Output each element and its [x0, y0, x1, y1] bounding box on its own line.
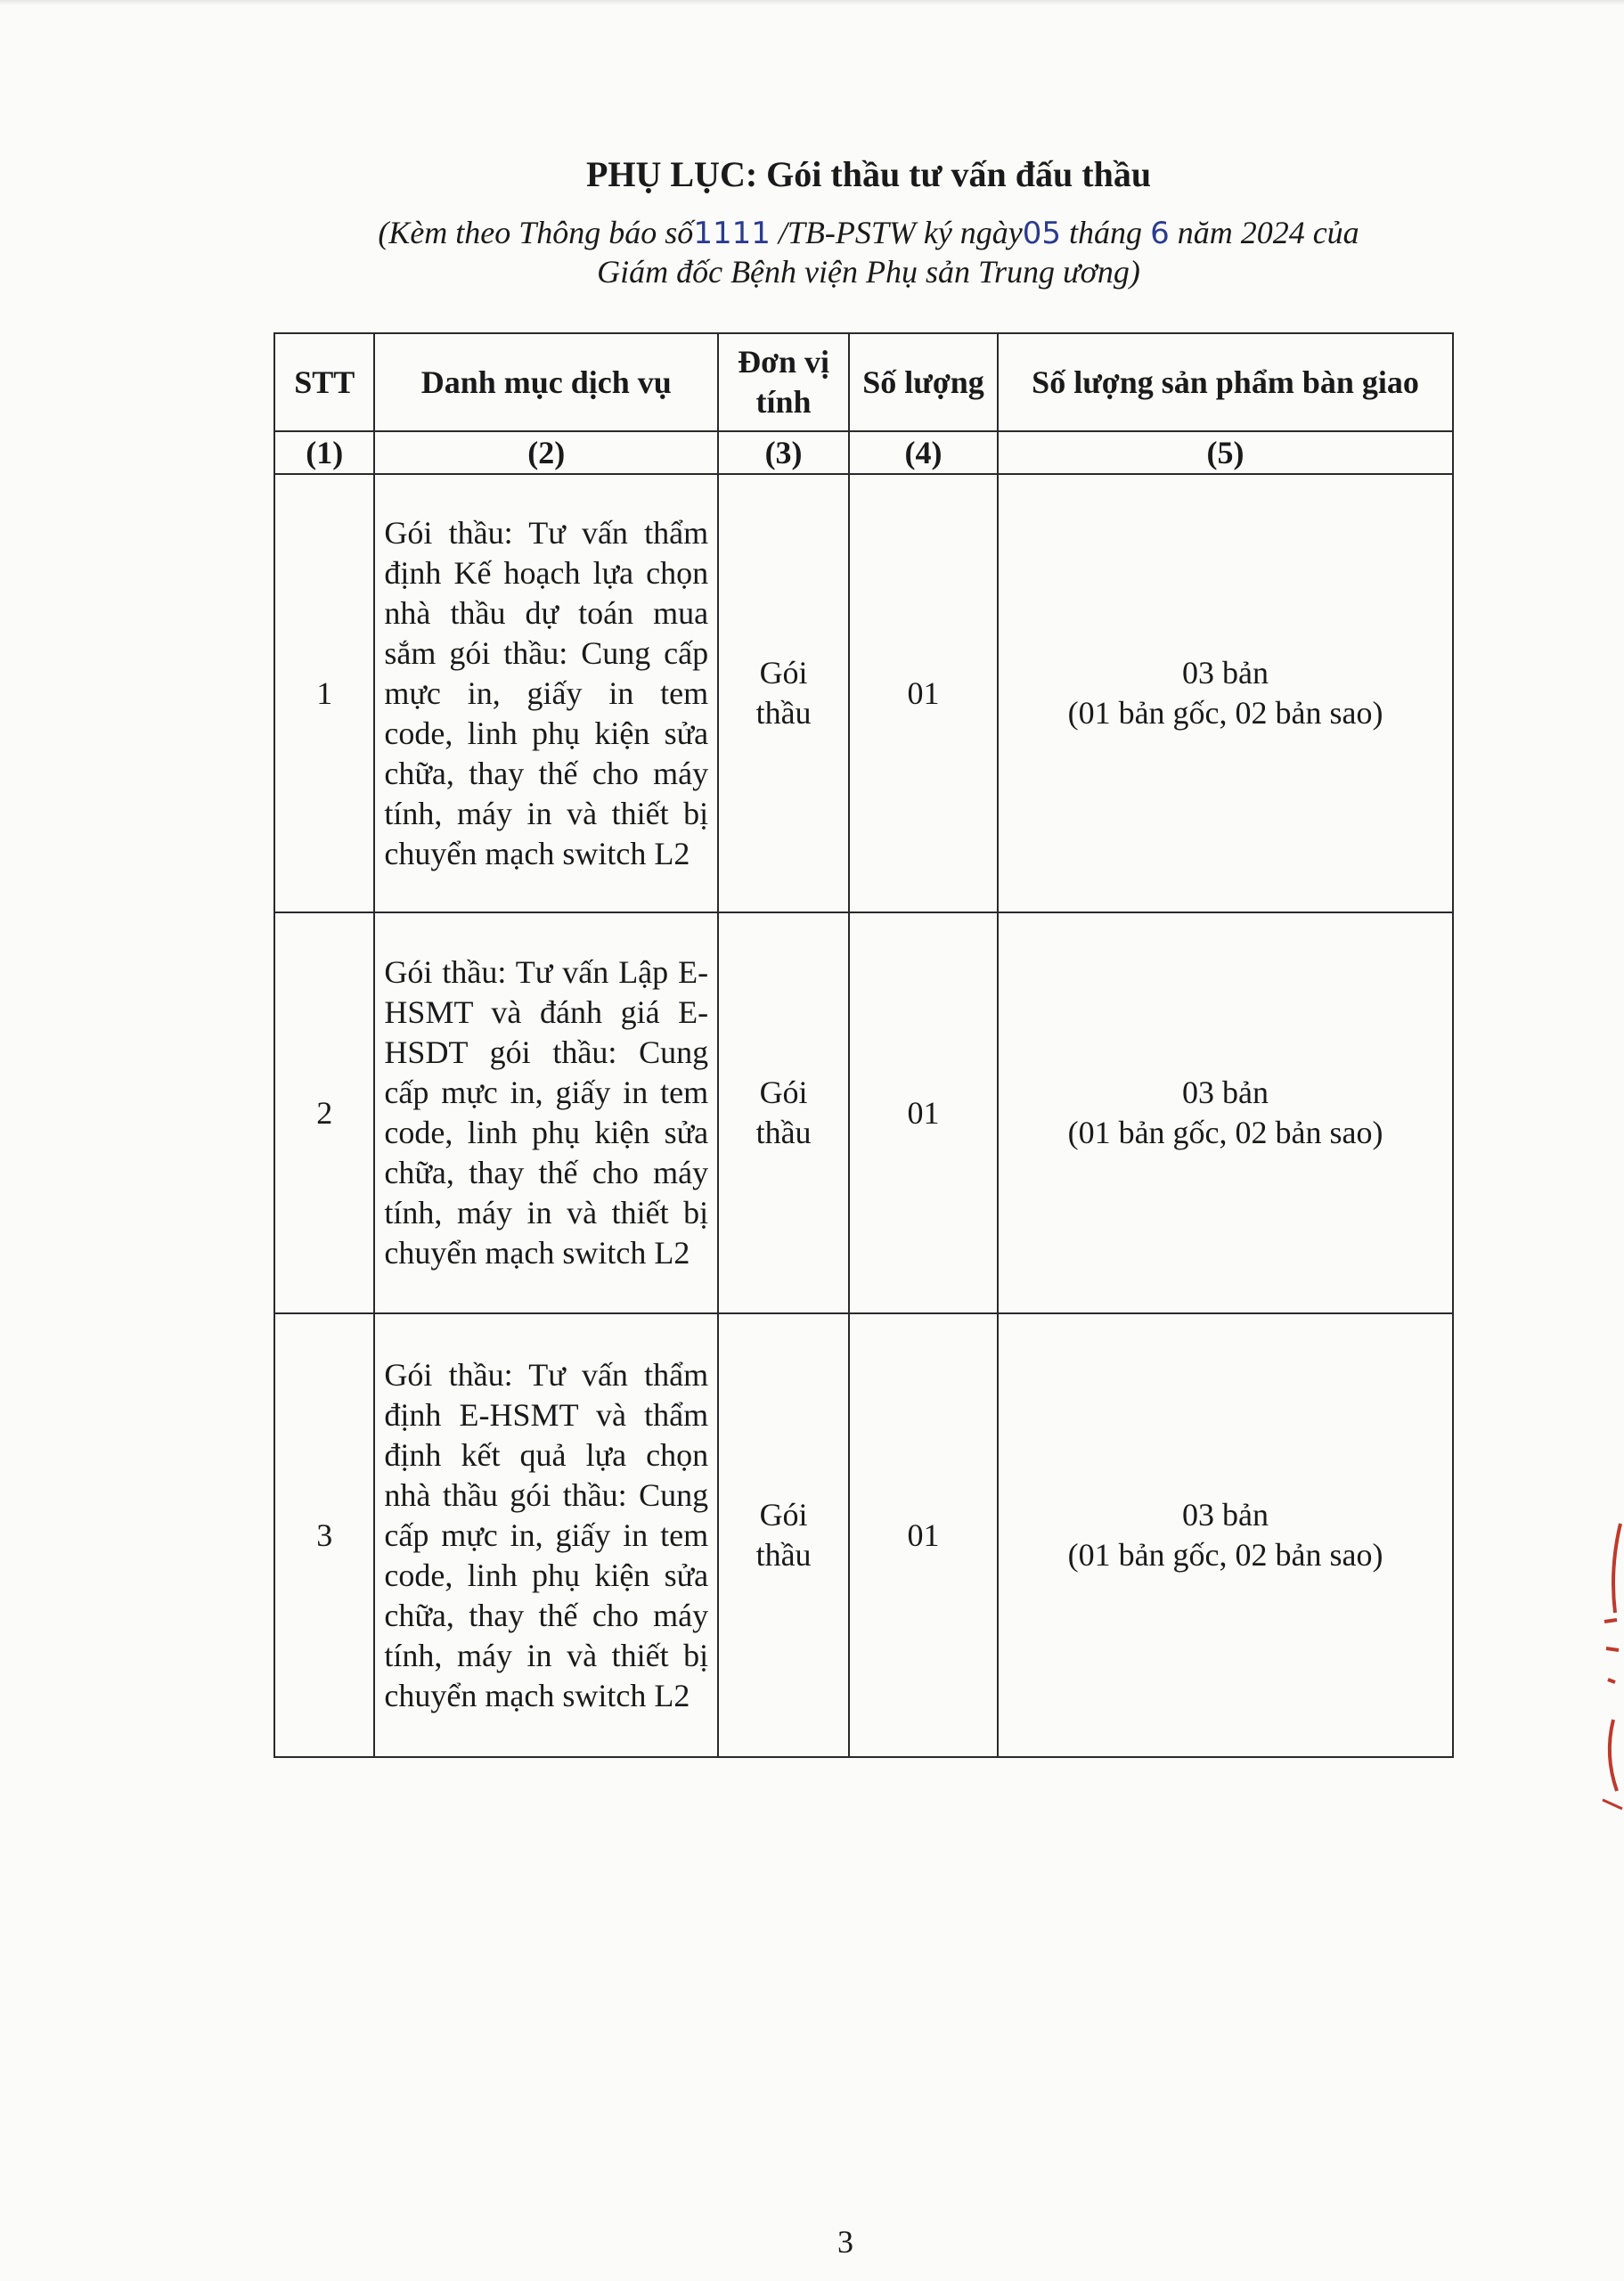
deliverable-detail: (01 bản gốc, 02 bản sao) — [1067, 1115, 1383, 1150]
row-unit: Gói thầu — [718, 1313, 849, 1757]
row-deliverable — [998, 474, 1453, 912]
row-stt: 3 — [274, 1313, 374, 1757]
column-number-row — [274, 431, 1453, 474]
row-service: Gói thầu: Tư vấn Lập E-HSMT và đánh giá E-HSDT gói thầu: Cung cấp mực in, giấy in tem code, linh phụ kiện sửa chữa, thay thế cho máy tính, máy in và thiết bị chuyển mạch switch L2 — [374, 912, 718, 1313]
handwritten-notice-number: 1111 — [693, 216, 771, 251]
deliverable-count: 03 bản — [1182, 1497, 1269, 1533]
header-deliverable: Số lượng sản phẩm bàn giao — [998, 333, 1453, 431]
deliverable-detail: (01 bản gốc, 02 bản sao) — [1067, 695, 1383, 731]
row-quantity: 01 — [849, 912, 998, 1313]
table-row — [274, 474, 1453, 912]
column-number: (5) — [998, 431, 1453, 474]
row-stt: 2 — [274, 912, 374, 1313]
header-service: Danh mục dịch vụ — [374, 333, 718, 431]
header-unit: Đơn vị tính — [718, 333, 849, 431]
column-number: (4) — [849, 431, 998, 474]
subtitle-text-c: tháng — [1069, 215, 1143, 250]
column-number: (1) — [274, 431, 374, 474]
row-deliverable — [998, 1313, 1453, 1757]
row-deliverable — [998, 912, 1453, 1313]
page-title: PHỤ LỤC: Gói thầu tư vấn đấu thầu — [585, 154, 1152, 194]
deliverable-count: 03 bản — [1182, 1075, 1269, 1110]
row-unit: Gói thầu — [718, 474, 849, 912]
header-stt: STT — [274, 333, 374, 431]
row-service: Gói thầu: Tư vấn thẩm định Kế hoạch lựa chọn nhà thầu dự toán mua sắm gói thầu: Cung cấp mực in, giấy in tem code, linh phụ kiện sửa chữa, thay thế cho máy tính, máy in và thiết bị chuyển mạch switch L2 — [374, 474, 718, 912]
table-row — [274, 912, 1453, 1313]
subtitle-text-b: /TB-PSTW ký ngày — [778, 215, 1023, 250]
row-stt: 1 — [274, 474, 374, 912]
red-stamp-fragment — [1597, 1515, 1624, 1818]
handwritten-month: 6 — [1150, 216, 1170, 251]
row-unit: Gói thầu — [718, 912, 849, 1313]
appendix-table — [273, 332, 1454, 1758]
column-number: (3) — [718, 431, 849, 474]
subtitle-text-a: (Kèm theo Thông báo số — [378, 215, 694, 250]
row-service: Gói thầu: Tư vấn thẩm định E-HSMT và thẩm định kết quả lựa chọn nhà thầu gói thầu: Cung cấp mực in, giấy in tem code, linh phụ kiện sửa chữa, thay thế cho máy tính, máy in và thiết bị chuyển mạch switch L2 — [374, 1313, 718, 1757]
row-quantity: 01 — [849, 1313, 998, 1757]
table-row — [274, 1313, 1453, 1757]
handwritten-day: 05 — [1022, 216, 1062, 251]
table-header-row — [274, 333, 1453, 431]
subtitle-line-1 — [0, 214, 1624, 251]
row-quantity: 01 — [849, 474, 998, 912]
deliverable-detail: (01 bản gốc, 02 bản sao) — [1067, 1537, 1383, 1573]
column-number: (2) — [374, 431, 718, 474]
page-number: 3 — [837, 2224, 853, 2260]
header-quantity: Số lượng — [849, 333, 998, 431]
subtitle-text-d: năm 2024 của — [1177, 215, 1359, 250]
deliverable-count: 03 bản — [1182, 655, 1269, 691]
subtitle-line-2: Giám đốc Bệnh viện Phụ sản Trung ương) — [597, 254, 1140, 290]
scan-edge — [0, 0, 1624, 5]
